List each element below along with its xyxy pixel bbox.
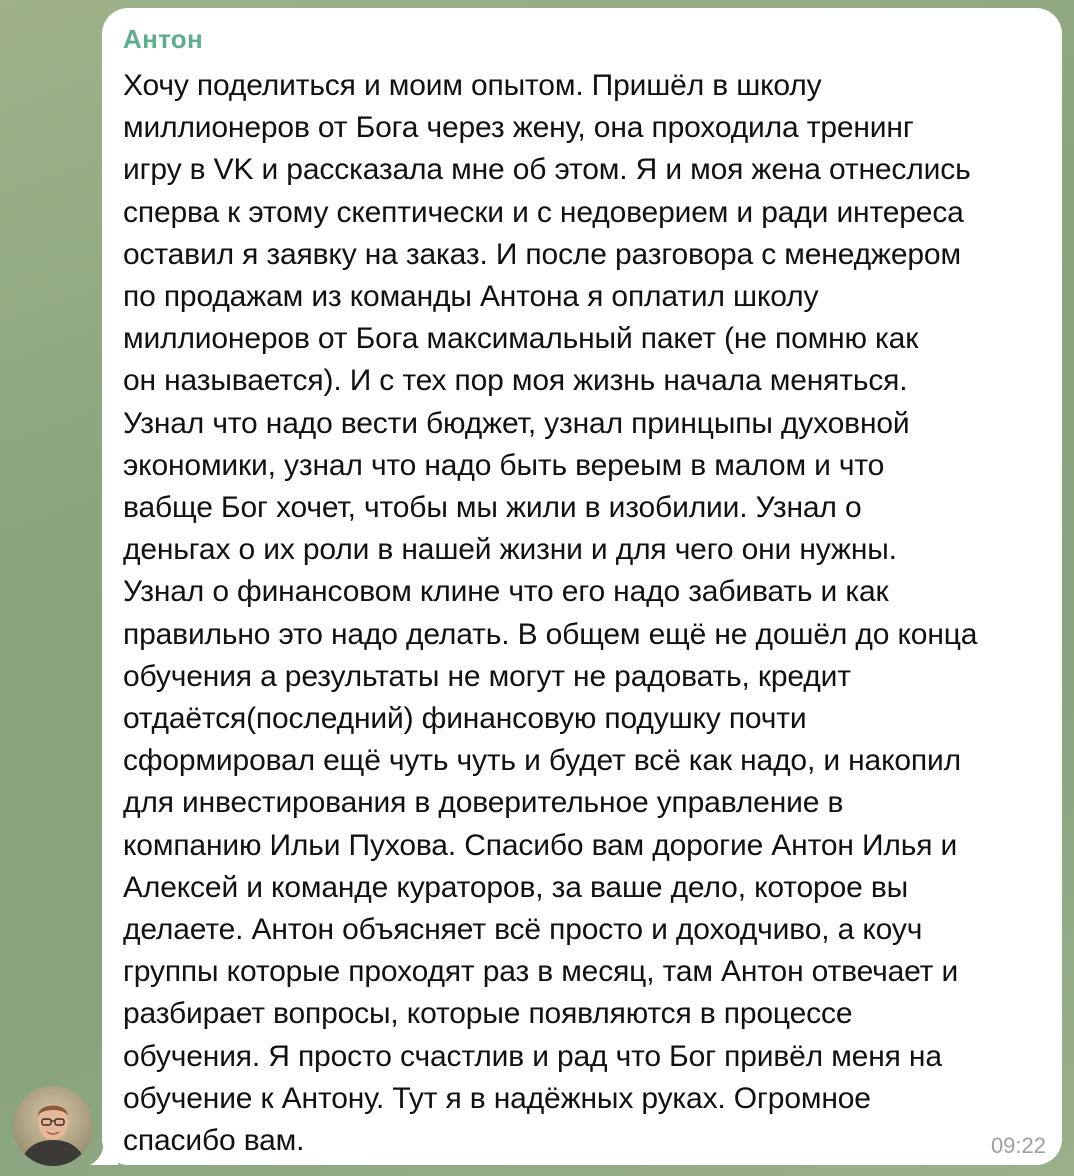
sender-avatar[interactable] bbox=[13, 1086, 93, 1166]
message-text: Хочу поделиться и моим опытом. Пришёл в школу миллионеров от Бога через жену, она проходила тренинг игру в VK и рассказала мне об этом. Я и моя жена отнеслись сперва к этому скептически и с недоверием и ради интереса оставил я заявку на заказ. И после разговора с менеджером по продажам из команды Антона я оплатил школу миллионеров от Бога максимальный пакет (не помню как он называется). И с тех пор моя жизнь начала меняться. Узнал что надо вести бюджет, узнал принцыпы духовной экономики, узнал что надо быть вереым в малом и что вабще Бог хочет, чтобы мы жили в изобилии. Узнал о деньгах о их роли в нашей жизни и для чего они нужны. Узнал о финансовом клине что его надо забивать и как правильно это надо делать. В общем ещё не дошёл до конца обучения а результаты не могут не радовать, кредит отдаётся(последний) финансовую подушку почти сформировал ещё чуть чуть и будет всё как надо, и накопил для инвестирования в доверительное управление в компанию Ильи Пухова. Спасибо вам дорогие Антон Илья и Алексей и команде кураторов, за ваше дело, которое вы делаете. Антон объясняет всё просто и доходчиво, а коуч группы которые проходят раз в месяц, там Антон отвечает и разбирает вопросы, которые появляются в процессе обучения. Я просто счастлив и рад что Бог привёл меня на обучение к Антону. Тут я в надёжных руках. Огромное спасибо вам. bbox=[123, 69, 978, 1158]
avatar-photo-icon bbox=[13, 1086, 93, 1166]
message-bubble[interactable] bbox=[102, 8, 1062, 1165]
message-time: 09:22 bbox=[990, 1133, 1046, 1158]
sender-name[interactable]: Антон bbox=[123, 24, 203, 54]
